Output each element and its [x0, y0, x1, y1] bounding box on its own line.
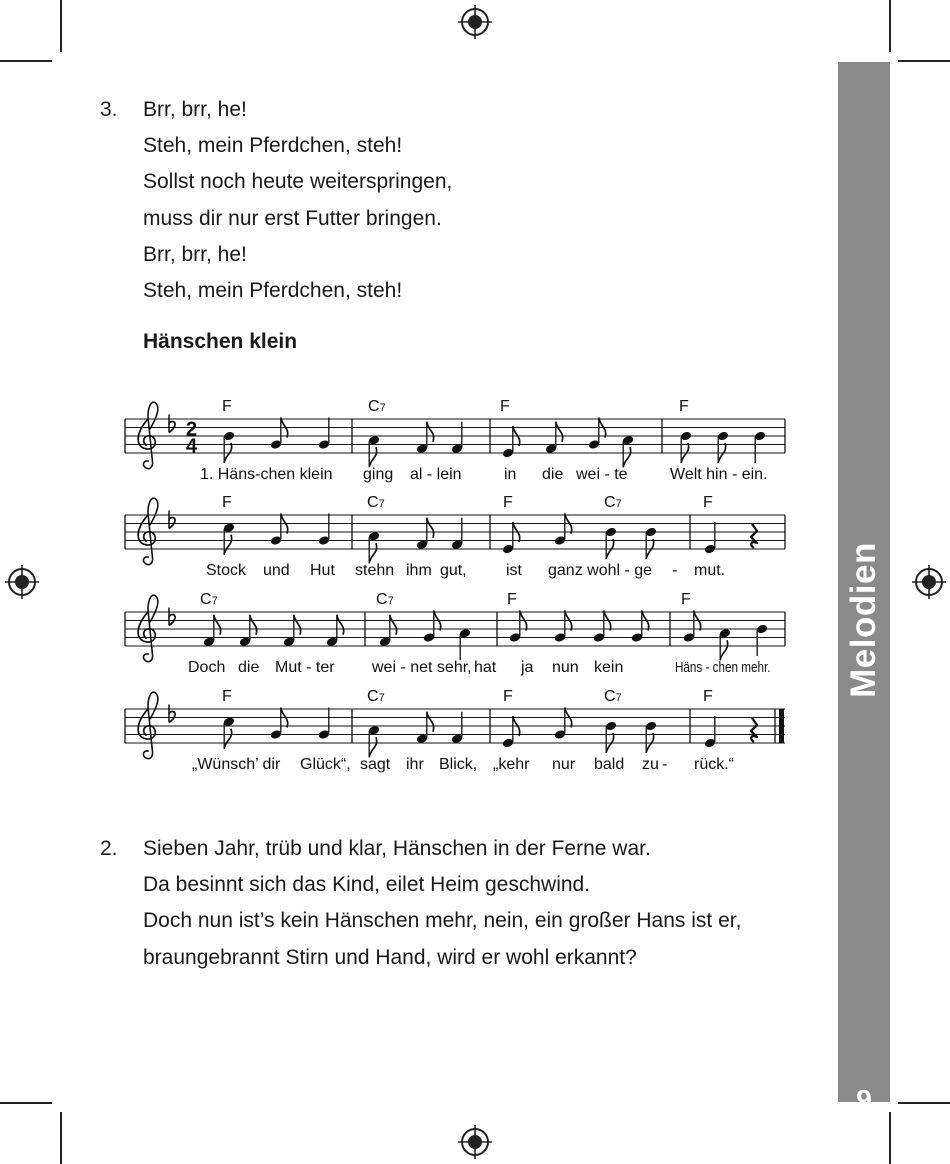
lyric-syllable: wei - net sehr,	[372, 659, 472, 676]
lyric-syllable: nur	[552, 756, 576, 773]
eighth-note	[554, 708, 572, 741]
lyric-syllable: Doch	[188, 659, 226, 676]
quarter-note	[451, 422, 464, 455]
chord-symbol: C7	[376, 591, 394, 608]
lyric-syllable: sagt	[360, 756, 391, 773]
eighth-note	[203, 615, 221, 648]
chord-symbol: F	[679, 398, 689, 415]
verse-line: Sieben Jahr, trüb und klar, Hänschen in der Ferne war.	[143, 837, 651, 860]
chord-symbol: F	[222, 688, 232, 705]
crop-mark	[898, 1102, 950, 1104]
chord-symbol: F	[703, 494, 713, 511]
eighth-note	[379, 615, 397, 648]
page-number: 9	[856, 1084, 872, 1115]
verse-number: 2.	[100, 837, 118, 860]
lyric-syllable: „Wünsch’ dir	[192, 756, 281, 773]
crop-mark	[898, 60, 950, 62]
lyric-syllable: Glück“,	[300, 756, 351, 773]
final-barline	[779, 709, 784, 743]
eighth-note	[326, 615, 344, 648]
lyric-syllable: ist	[506, 562, 522, 579]
flat-sign-icon	[169, 705, 175, 723]
flat-sign-icon	[169, 608, 175, 626]
lyric-syllable: Blick,	[439, 756, 478, 773]
lyric-syllable: ihr	[406, 756, 424, 773]
verse-line: Doch nun ist’s kein Hänschen mehr, nein, ein großer Hans ist er,	[143, 909, 742, 933]
eighth-note	[683, 611, 701, 644]
quarter-note	[754, 430, 767, 463]
registration-mark-icon	[458, 1125, 492, 1159]
lyric-syllable: kein	[594, 659, 624, 676]
eighth-note	[554, 611, 572, 644]
eighth-note	[239, 615, 257, 648]
chord-symbol: F	[703, 688, 713, 705]
eighth-note	[283, 615, 301, 648]
chord-symbol: C7	[604, 494, 622, 511]
eighth-note	[622, 435, 635, 468]
flat-sign-icon	[169, 415, 175, 433]
lyric-syllable: in	[504, 466, 517, 483]
sidebar	[838, 62, 890, 1115]
lyric-syllable: ganz wohl - ge	[548, 562, 653, 579]
eighth-note	[554, 514, 572, 547]
eighth-note	[593, 611, 611, 644]
flat-sign-icon	[169, 511, 175, 529]
lyric-syllable: und	[263, 562, 290, 579]
lyric-syllable: Stock	[206, 562, 247, 579]
quarter-rest-icon	[751, 718, 757, 742]
eighth-note	[645, 720, 658, 753]
lyric-syllable: die	[238, 659, 260, 676]
lyric-syllable: Häns - chen mehr.	[675, 658, 771, 676]
lyric-syllable: gut,	[440, 562, 467, 579]
sidebar-title: Melodien	[844, 542, 883, 698]
crop-mark	[889, 1112, 891, 1164]
eighth-note	[423, 611, 441, 644]
lyric-syllable: hat	[474, 659, 497, 676]
chord-symbol: F	[503, 494, 513, 511]
quarter-rest-icon	[751, 524, 757, 548]
eighth-note	[605, 526, 618, 559]
song-title: Hänschen klein	[143, 330, 298, 353]
eighth-note	[545, 422, 563, 455]
music-system	[125, 591, 785, 676]
eighth-note	[270, 418, 288, 451]
eighth-note	[223, 716, 236, 749]
lyric-syllable: wei - te	[576, 466, 628, 483]
lyric-syllable: ja	[521, 659, 534, 676]
chord-symbol: F	[681, 591, 691, 608]
verse-lines	[143, 831, 741, 976]
lyric-syllable: mut.	[694, 562, 726, 579]
eighth-note	[223, 430, 236, 463]
eighth-note	[416, 518, 434, 551]
verse-number: 3.	[100, 98, 118, 121]
quarter-note	[459, 628, 472, 661]
eighth-note	[368, 531, 381, 564]
chord-symbol: C7	[367, 688, 385, 705]
quarter-note	[451, 712, 464, 745]
quarter-note	[318, 514, 331, 547]
chord-symbol: F	[507, 591, 517, 608]
lyric-syllable: ihm	[406, 562, 432, 579]
lyric-syllable: nun	[552, 659, 579, 676]
eighth-note	[270, 514, 288, 547]
eighth-note	[502, 522, 520, 555]
eighth-note	[680, 430, 693, 463]
verse-line: Steh, mein Pferdchen, steh!	[143, 279, 403, 303]
time-signature-bottom: 4	[186, 435, 198, 458]
eighth-note	[717, 430, 730, 463]
crop-mark	[60, 1112, 62, 1164]
lyric-syllable: Welt hin - ein.	[670, 466, 768, 483]
quarter-note	[318, 418, 331, 451]
chord-symbol: C7	[367, 494, 385, 511]
quarter-note	[451, 518, 464, 551]
crop-mark	[889, 0, 891, 52]
quarter-note	[318, 708, 331, 741]
quarter-note	[704, 522, 717, 555]
eighth-note	[509, 611, 527, 644]
verse-line: Brr, brr, he!	[143, 242, 247, 266]
chord-symbol: F	[500, 398, 510, 415]
verse-line: Brr, brr, he!	[143, 98, 247, 121]
eighth-note	[368, 725, 381, 758]
verse-line: muss dir nur erst Futter bringen.	[143, 206, 442, 230]
verse-line: Sollst noch heute weiterspringen,	[143, 170, 453, 194]
chord-symbol: F	[503, 688, 513, 705]
eighth-note	[502, 426, 520, 459]
crop-mark	[0, 1102, 52, 1104]
eighth-note	[631, 611, 649, 644]
verse-line: braungebrannt Stirn und Hand, wird er wohl erkannt?	[143, 945, 637, 969]
chord-symbol: C7	[200, 591, 218, 608]
lyric-syllable: -	[662, 756, 668, 773]
quarter-note	[704, 716, 717, 749]
lyric-syllable: Mut - ter	[275, 659, 335, 676]
eighth-note	[719, 628, 732, 661]
eighth-note	[502, 716, 520, 749]
music-system	[125, 398, 785, 483]
verse-line: Steh, mein Pferdchen, steh!	[143, 134, 403, 158]
lyric-syllable: -	[672, 562, 678, 579]
chord-symbol: C7	[604, 688, 622, 705]
lyric-syllable: die	[542, 466, 564, 483]
eighth-note	[368, 435, 381, 468]
eighth-note	[588, 418, 606, 451]
eighth-note	[223, 522, 236, 555]
registration-mark-icon	[912, 565, 946, 599]
chord-symbol: C7	[368, 398, 386, 415]
eighth-note	[270, 708, 288, 741]
time-signature-top: 2	[186, 418, 198, 441]
eighth-note	[605, 720, 618, 753]
lyric-syllable: bald	[594, 756, 625, 773]
lyric-syllable: stehn	[355, 562, 395, 579]
lyric-syllable: al - lein	[410, 466, 462, 483]
lyric-syllable: Hut	[310, 562, 335, 579]
lyric-syllable: „kehr	[493, 756, 530, 773]
lyric-syllable: rück.“	[694, 756, 734, 773]
music-system	[125, 494, 785, 579]
verse-line: Da besinnt sich das Kind, eilet Heim geschwind.	[143, 873, 591, 897]
chord-symbol: F	[222, 398, 232, 415]
eighth-note	[416, 422, 434, 455]
eighth-note	[416, 712, 434, 745]
quarter-note	[756, 623, 769, 656]
lyric-syllable: ging	[363, 466, 394, 483]
lyric-syllable: zu	[642, 756, 659, 773]
chord-symbol: F	[222, 494, 232, 511]
music-system	[125, 688, 785, 773]
eighth-note	[645, 526, 658, 559]
lyric-syllable: 1. Häns-chen klein	[200, 466, 333, 483]
